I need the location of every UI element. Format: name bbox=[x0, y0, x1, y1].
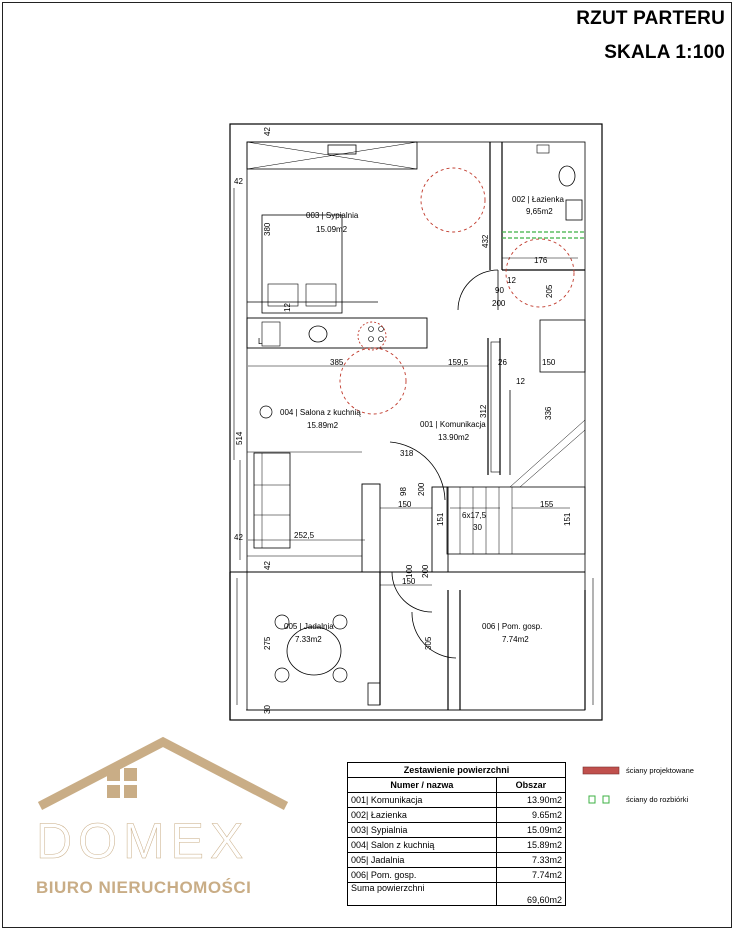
room-name-dining: 005 | Jadalnia bbox=[284, 622, 334, 631]
dimension-label: 205 bbox=[545, 284, 554, 298]
dimension-label: 275 bbox=[263, 636, 272, 650]
turning-circle bbox=[358, 322, 386, 350]
dimension-label: 385 bbox=[330, 358, 344, 367]
sink-icon bbox=[309, 326, 327, 342]
dimension-label: 150 bbox=[542, 358, 556, 367]
dimension-label: 252,5 bbox=[294, 531, 315, 540]
dimension-label: 12 bbox=[516, 377, 525, 386]
legend-projected-label: ściany projektowane bbox=[626, 766, 694, 775]
room-name-living: 004 | Salona z kuchnią bbox=[280, 408, 361, 417]
room-area-living: 15.89m2 bbox=[307, 421, 339, 430]
dimension-label: 312 bbox=[479, 404, 488, 418]
door-swing bbox=[412, 612, 456, 658]
dimension-label: 305 bbox=[424, 636, 433, 650]
plan-title: RZUT PARTERU bbox=[576, 8, 725, 29]
dimension-label: 150 bbox=[402, 577, 416, 586]
logo-house-icon bbox=[40, 742, 286, 806]
room-area-dining: 7.33m2 bbox=[295, 635, 322, 644]
washbasin-icon bbox=[566, 200, 582, 220]
kitchen-counter bbox=[247, 318, 427, 348]
turning-circle bbox=[421, 168, 485, 232]
dimension-label: 151 bbox=[563, 512, 572, 526]
dimension-label: 12 bbox=[507, 276, 516, 285]
table-row: 002| Łazienka 9.65m2 bbox=[348, 808, 566, 823]
dimension-label: 98 bbox=[399, 487, 408, 496]
toilet-icon bbox=[559, 166, 575, 186]
turning-circle bbox=[340, 348, 406, 414]
room-area-hall: 13.90m2 bbox=[438, 433, 470, 442]
legend-demolition-label: ściany do rozbiórki bbox=[626, 795, 689, 804]
dimension-label: 200 bbox=[421, 564, 430, 578]
projected-wall-swatch bbox=[583, 767, 619, 774]
dimension-label: 151 bbox=[436, 512, 445, 526]
sofa-icon bbox=[254, 453, 290, 548]
cooktop-icon bbox=[369, 327, 374, 332]
dimension-label: 380 bbox=[263, 222, 272, 236]
dimension-label: 30 bbox=[263, 705, 272, 714]
room-name-utility: 006 | Pom. gosp. bbox=[482, 622, 543, 631]
dimension-label: 336 bbox=[544, 406, 553, 420]
column-header-name: Numer / nazwa bbox=[348, 778, 497, 793]
logo-brand: DOMEX bbox=[36, 813, 250, 869]
room-name-hall: 001 | Komunikacja bbox=[420, 420, 486, 429]
dimension-label: 318 bbox=[400, 449, 414, 458]
dimension-label: 42 bbox=[263, 127, 272, 136]
dimension-label: 155 bbox=[540, 500, 554, 509]
dimension-label: 200 bbox=[417, 482, 426, 496]
column-header-area: Obszar bbox=[496, 778, 565, 793]
table-row: 005| Jadalnia 7.33m2 bbox=[348, 853, 566, 868]
dimension-label: 26 bbox=[498, 358, 507, 367]
dimension-label: 200 bbox=[492, 299, 506, 308]
table-row: 003| Sypialnia 15.09m2 bbox=[348, 823, 566, 838]
radiator-icon bbox=[328, 145, 356, 154]
dimension-label: 432 bbox=[481, 234, 490, 248]
room-area-bedroom: 15.09m2 bbox=[316, 225, 348, 234]
table-row: 004| Salon z kuchnią 15.89m2 bbox=[348, 838, 566, 853]
dimension-label: 12 bbox=[283, 303, 292, 312]
logo-subtitle: BIURO NIERUCHOMOŚCI bbox=[36, 878, 252, 897]
room-name-bedroom: 003 | Sypialnia bbox=[306, 211, 359, 220]
dimension-label: 90 bbox=[495, 286, 504, 295]
dimension-label: 150 bbox=[398, 500, 412, 509]
table-row: 001| Komunikacja 13.90m2 bbox=[348, 793, 566, 808]
plan-scale: SKALA 1:100 bbox=[604, 42, 725, 63]
appliance-label: L bbox=[258, 337, 263, 346]
dimension-label: 6x17,5 bbox=[462, 511, 487, 520]
dimension-label: 159,5 bbox=[448, 358, 469, 367]
table-row: 006| Pom. gosp. 7.74m2 bbox=[348, 868, 566, 883]
dimension-label: 42 bbox=[234, 533, 243, 542]
room-area-utility: 7.74m2 bbox=[502, 635, 529, 644]
dimension-label: 514 bbox=[235, 431, 244, 445]
dimension-label: 100 bbox=[405, 564, 414, 578]
dimension-label: 42 bbox=[263, 561, 272, 570]
table-total-row: Suma powierzchni 69,60m2 bbox=[348, 883, 566, 906]
logo-window-icon bbox=[107, 768, 137, 798]
demolition-wall-swatch bbox=[589, 796, 595, 803]
dimension-label: 42 bbox=[234, 177, 243, 186]
turning-circle bbox=[506, 239, 574, 307]
room-name-bathroom: 002 | Łazienka bbox=[512, 195, 564, 204]
dimension-label: 30 bbox=[473, 523, 482, 532]
dimension-label: 176 bbox=[534, 256, 548, 265]
table-title: Zestawienie powierzchni bbox=[348, 763, 566, 778]
room-area-bathroom: 9,65m2 bbox=[526, 207, 553, 216]
area-summary-table bbox=[347, 762, 566, 906]
